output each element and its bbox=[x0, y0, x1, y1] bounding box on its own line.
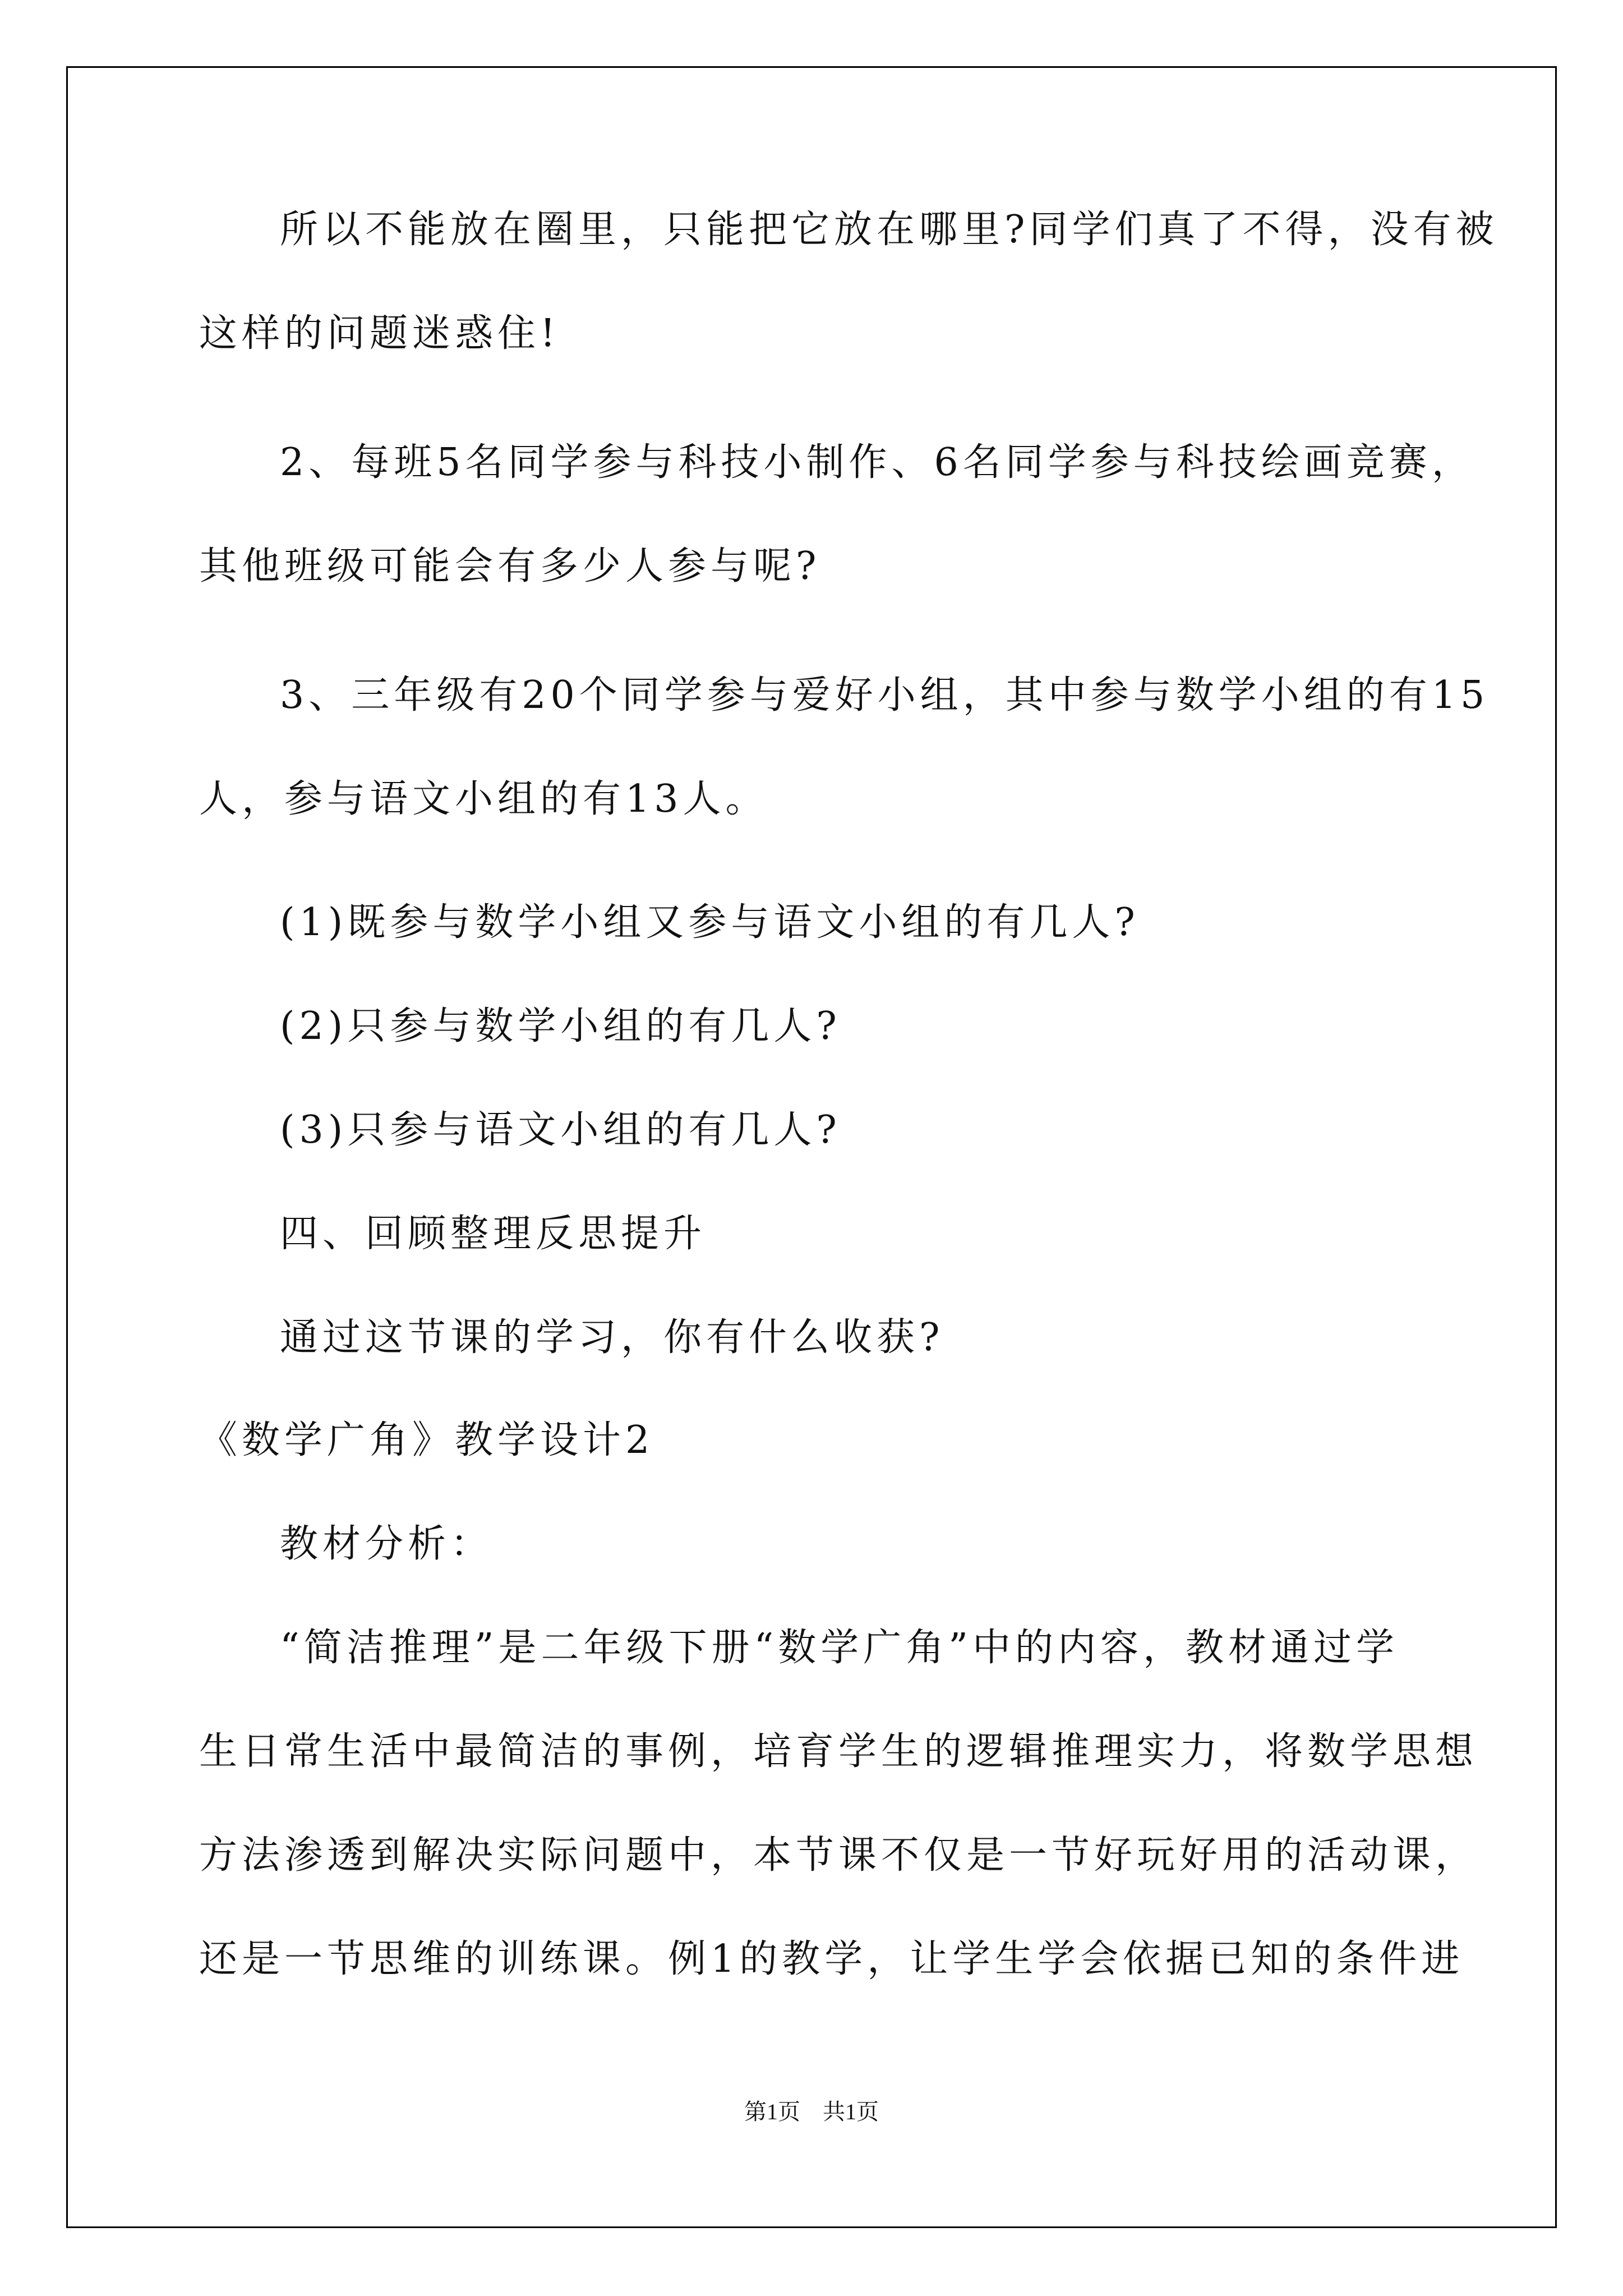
paragraph-line: “简洁推理”是二年级下册“数学广角”中的内容，教材通过学 bbox=[280, 1626, 1399, 1670]
section-heading: 四、回顾整理反思提升 bbox=[280, 1212, 707, 1256]
page-footer: 第1页 共1页 bbox=[744, 2099, 879, 2124]
paragraph-line: 生日常生活中最简洁的事例，培育学生的逻辑推理实力，将数学思想 bbox=[199, 1729, 1478, 1774]
paragraph-line: 所以不能放在圈里，只能把它放在哪里?同学们真了不得，没有被 bbox=[280, 208, 1498, 252]
paragraph-line: 还是一节思维的训练课。例1的教学，让学生学会依据已知的条件进 bbox=[199, 1937, 1464, 1981]
analysis-heading: 教材分析： bbox=[280, 1522, 494, 1566]
paragraph-line: 方法渗透到解决实际问题中，本节课不仅是一节好玩好用的活动课， bbox=[199, 1833, 1478, 1878]
paragraph-line: 这样的问题迷惑住! bbox=[199, 311, 560, 356]
paragraph-line: 3、三年级有20个同学参与爱好小组，其中参与数学小组的有15 bbox=[280, 673, 1490, 717]
design-title: 《数学广角》教学设计2 bbox=[199, 1418, 654, 1462]
paragraph-line: 人，参与语文小组的有13人。 bbox=[199, 777, 768, 821]
paragraph-line: 其他班级可能会有多少人参与呢? bbox=[199, 544, 821, 588]
question-1: (1)既参与数学小组又参与语文小组的有几人? bbox=[280, 900, 1140, 945]
paragraph-line: 2、每班5名同学参与科技小制作、6名同学参与科技绘画竞赛， bbox=[280, 440, 1474, 485]
summary-question: 通过这节课的学习，你有什么收获? bbox=[280, 1315, 944, 1360]
question-2: (2)只参与数学小组的有几人? bbox=[280, 1004, 841, 1048]
question-3: (3)只参与语文小组的有几人? bbox=[280, 1108, 841, 1152]
